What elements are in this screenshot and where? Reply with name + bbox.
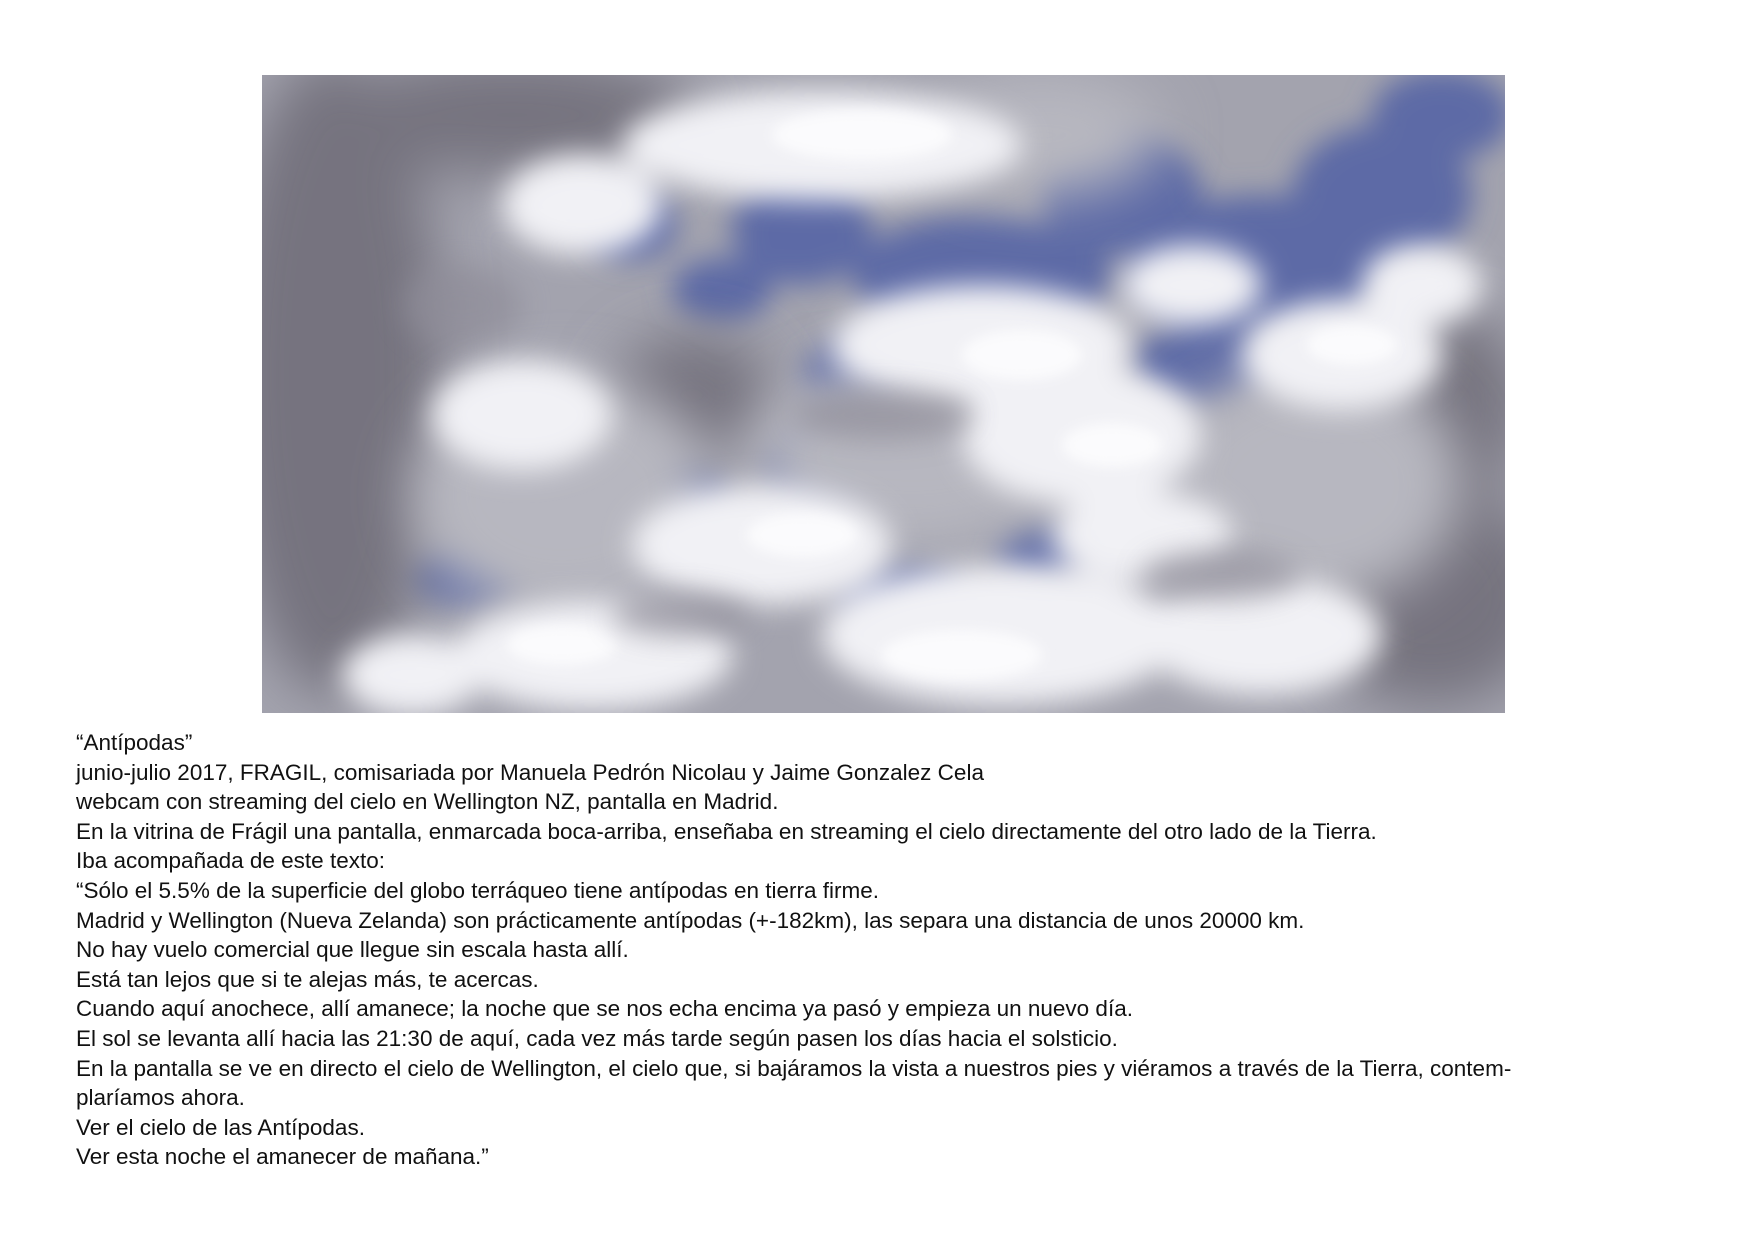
quote-line: El sol se levanta allí hacia las 21:30 de aquí, cada vez más tarde según pasen los días hacia el solsticio. [76,1025,1118,1051]
artwork-caption [76,728,1696,1172]
quote-line: Madrid y Wellington (Nueva Zelanda) son prácticamente antípodas (+-182km), las separa una distancia de unos 20000 km. [76,907,1305,933]
exhibition-credits: junio-julio 2017, FRAGIL, comisariada por Manuela Pedrón Nicolau y Jaime Gonzalez Cela [76,759,984,785]
artwork-title: “Antípodas” [76,730,193,755]
quote-line: En la pantalla se ve en directo el cielo de Wellington, el cielo que, si bajáramos la vista a nuestros pies y viéramos a través de la Tierra, contem- [76,1055,1512,1081]
sky-photo [262,75,1505,713]
artwork-description: En la vitrina de Frágil una pantalla, enmarcada boca-arriba, enseñaba en streaming el cielo directamente del otro lado de la Tierra. [76,818,1377,844]
quote-line: Ver el cielo de las Antípodas. [76,1114,365,1140]
quote-line: plaríamos ahora. [76,1085,245,1111]
quote-line: Cuando aquí anochece, allí amanece; la noche que se nos echa encima ya pasó y empieza un nuevo día. [76,996,1133,1022]
artwork-medium: webcam con streaming del cielo en Wellington NZ, pantalla en Madrid. [76,789,779,815]
quote-line: “Sólo el 5.5% de la superficie del globo terráqueo tiene antípodas en tierra firme. [76,877,879,903]
quote-intro: Iba acompañada de este texto: [76,848,385,874]
quote-line: Está tan lejos que si te alejas más, te acercas. [76,966,539,992]
quote-line: Ver esta noche el amanecer de mañana.” [76,1144,489,1170]
quote-line: No hay vuelo comercial que llegue sin escala hasta allí. [76,937,629,963]
clouds-illustration [262,75,1505,713]
